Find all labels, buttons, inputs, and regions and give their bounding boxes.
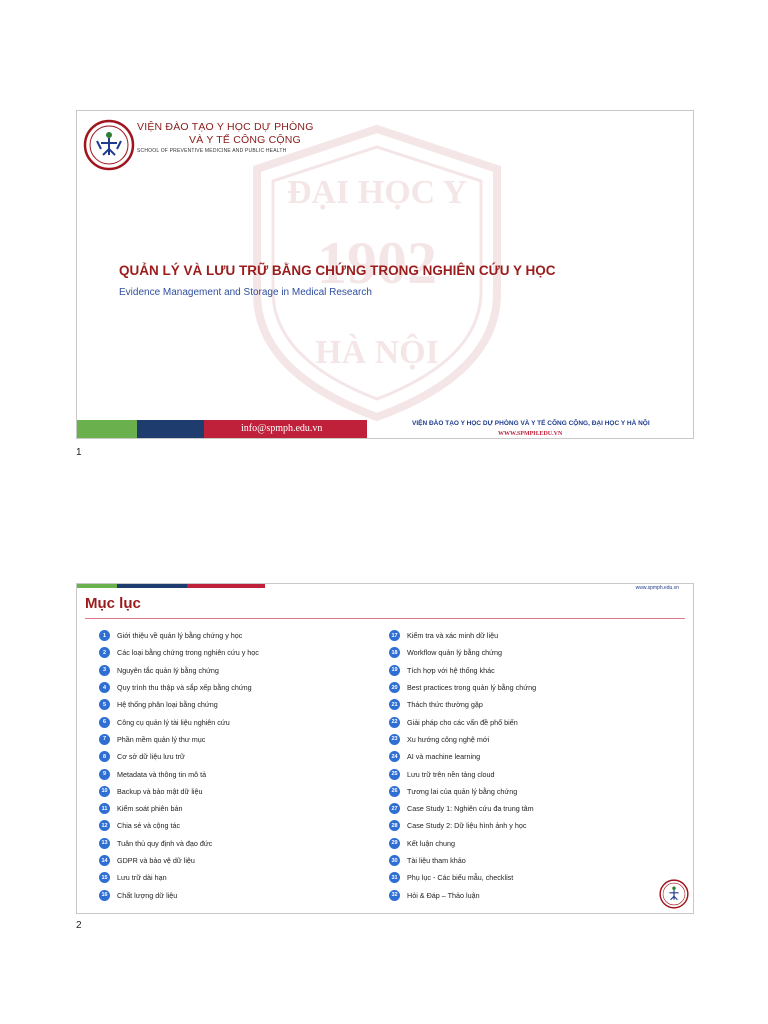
- toc-item-number: 14: [99, 855, 110, 866]
- toc-item-label: Tài liệu tham khảo: [407, 856, 466, 865]
- svg-text:1902: 1902: [317, 230, 437, 296]
- top-strip-red: [187, 584, 265, 588]
- toc-item-label: Tích hợp với hệ thống khác: [407, 665, 495, 675]
- toc-item[interactable]: [99, 662, 259, 679]
- table-of-contents-slide: [76, 583, 694, 914]
- toc-item[interactable]: [99, 644, 259, 661]
- toc-item-number: 19: [389, 665, 400, 676]
- toc-item-label: Tuân thủ quy định và đạo đức: [117, 838, 213, 848]
- toc-item-number: 26: [389, 786, 400, 797]
- toc-item-number: 17: [389, 630, 400, 641]
- title-slide: [76, 110, 694, 439]
- top-strip-green: [77, 584, 117, 588]
- toc-item-number: 8: [99, 751, 110, 762]
- toc-item-number: 7: [99, 734, 110, 745]
- toc-item[interactable]: [99, 679, 259, 696]
- institute-name-english: SCHOOL OF PREVENTIVE MEDICINE AND PUBLIC HEALTH: [137, 148, 287, 154]
- toc-title: Mục lục: [85, 595, 141, 612]
- toc-item[interactable]: [389, 869, 536, 886]
- toc-item-label: Kiểm soát phiên bản: [117, 804, 183, 814]
- toc-item-number: 22: [389, 717, 400, 728]
- page-number: 2: [76, 920, 82, 931]
- toc-item[interactable]: [99, 627, 259, 644]
- toc-item-number: 18: [389, 647, 400, 658]
- toc-item[interactable]: [99, 835, 259, 852]
- toc-item-number: 24: [389, 751, 400, 762]
- toc-item-number: 9: [99, 769, 110, 780]
- toc-item-number: 29: [389, 838, 400, 849]
- toc-item[interactable]: [389, 713, 536, 730]
- toc-item-number: 32: [389, 890, 400, 901]
- toc-item-label: Công cụ quản lý tài liệu nghiên cứu: [117, 717, 230, 727]
- toc-item[interactable]: [389, 800, 536, 817]
- footer-institute-name: VIỆN ĐÀO TẠO Y HỌC DỰ PHÒNG VÀ Y TẾ CÔNG CỘNG, ĐẠI HỌC Y HÀ NỘI: [412, 420, 650, 427]
- toc-item-number: 30: [389, 855, 400, 866]
- toc-item-label: Xu hướng công nghệ mới: [407, 734, 490, 744]
- institute-logo-icon: [83, 119, 135, 171]
- toc-item-number: 5: [99, 699, 110, 710]
- toc-item-label: Metadata và thông tin mô tả: [117, 769, 207, 779]
- toc-item-number: 11: [99, 803, 110, 814]
- toc-item-label: Lưu trữ dài hạn: [117, 873, 167, 883]
- toc-item-label: Best practices trong quản lý bằng chứng: [407, 683, 537, 693]
- toc-item-number: 1: [99, 630, 110, 641]
- toc-item[interactable]: [389, 748, 536, 765]
- toc-item-number: 27: [389, 803, 400, 814]
- toc-item-number: 13: [99, 838, 110, 849]
- toc-list-right: [389, 627, 536, 904]
- toc-item-label: Giới thiệu về quản lý bằng chứng y học: [117, 631, 243, 641]
- toc-item-number: 3: [99, 665, 110, 676]
- toc-item-number: 16: [99, 890, 110, 901]
- toc-item-number: 12: [99, 820, 110, 831]
- page-number: 1: [76, 447, 82, 458]
- toc-item-label: Kết luận chung: [407, 838, 455, 848]
- svg-text:ĐẠI HỌC Y: ĐẠI HỌC Y: [286, 174, 468, 211]
- toc-item[interactable]: [99, 817, 259, 834]
- toc-item[interactable]: [99, 886, 259, 903]
- institute-logo-small-icon: [659, 879, 689, 909]
- toc-item[interactable]: [99, 852, 259, 869]
- toc-item-number: 21: [389, 699, 400, 710]
- toc-item-label: Phần mềm quản lý thư mục: [117, 734, 206, 744]
- toc-item[interactable]: [99, 731, 259, 748]
- presentation-title: QUẢN LÝ VÀ LƯU TRỮ BẰNG CHỨNG TRONG NGHIÊN CỨU Y HỌC: [119, 263, 556, 278]
- toc-item[interactable]: [389, 662, 536, 679]
- toc-item[interactable]: [99, 869, 259, 886]
- toc-item-number: 28: [389, 820, 400, 831]
- toc-item[interactable]: [389, 817, 536, 834]
- toc-list-left: [99, 627, 259, 904]
- footer-website-link[interactable]: WWW.SPMPH.EDU.VN: [498, 431, 563, 437]
- toc-item[interactable]: [99, 783, 259, 800]
- toc-item-label: Phụ lục - Các biểu mẫu, checklist: [407, 873, 514, 883]
- svg-text:HÀ NỘI: HÀ NỘI: [315, 334, 439, 371]
- contact-email-link[interactable]: info@spmph.edu.vn: [241, 423, 323, 434]
- toc-item[interactable]: [99, 748, 259, 765]
- presentation-subtitle: Evidence Management and Storage in Medical Research: [119, 287, 372, 298]
- toc-item[interactable]: [99, 765, 259, 782]
- toc-item-label: Case Study 1: Nghiên cứu đa trung tâm: [407, 804, 534, 814]
- toc-item-label: Case Study 2: Dữ liệu hình ảnh y học: [407, 821, 527, 831]
- toc-item-label: Tương lai của quản lý bằng chứng: [407, 786, 518, 796]
- toc-item-label: Các loại bằng chứng trong nghiên cứu y học: [117, 648, 259, 658]
- website-link[interactable]: www.spmph.edu.vn: [635, 585, 679, 591]
- footer-bar-green: [77, 420, 137, 438]
- toc-item-number: 4: [99, 682, 110, 693]
- toc-item[interactable]: [99, 713, 259, 730]
- toc-item[interactable]: [389, 644, 536, 661]
- toc-item[interactable]: [389, 886, 536, 903]
- toc-item-number: 10: [99, 786, 110, 797]
- toc-item-number: 31: [389, 872, 400, 883]
- toc-item-label: Lưu trữ trên nền tảng cloud: [407, 769, 495, 779]
- toc-item-number: 2: [99, 647, 110, 658]
- toc-item-label: Backup và bảo mật dữ liệu: [117, 786, 203, 796]
- institute-name-line1: VIỆN ĐÀO TẠO Y HỌC DỰ PHÒNG: [137, 121, 314, 133]
- toc-item-label: Kiểm tra và xác minh dữ liệu: [407, 631, 499, 641]
- toc-item-label: Hệ thống phân loại bằng chứng: [117, 700, 218, 710]
- toc-item-number: 6: [99, 717, 110, 728]
- toc-item-label: Workflow quản lý bằng chứng: [407, 648, 502, 658]
- toc-item-label: GDPR và bảo vệ dữ liệu: [117, 856, 195, 865]
- toc-item-label: Cơ sở dữ liệu lưu trữ: [117, 752, 185, 762]
- toc-item-label: Nguyên tắc quản lý bằng chứng: [117, 665, 219, 675]
- title-divider: [85, 618, 685, 619]
- toc-item-number: 23: [389, 734, 400, 745]
- toc-item-number: 15: [99, 872, 110, 883]
- toc-item-number: 25: [389, 769, 400, 780]
- toc-item-number: 20: [389, 682, 400, 693]
- toc-item[interactable]: [389, 696, 536, 713]
- toc-item[interactable]: [389, 679, 536, 696]
- toc-item[interactable]: [99, 800, 259, 817]
- toc-item[interactable]: [389, 765, 536, 782]
- toc-item-label: Hỏi & Đáp – Thảo luận: [407, 890, 480, 900]
- toc-item[interactable]: [389, 627, 536, 644]
- institute-name-line2: VÀ Y TẾ CÔNG CỘNG: [189, 134, 301, 146]
- toc-item-label: Chia sẻ và cộng tác: [117, 821, 181, 831]
- toc-item-label: AI và machine learning: [407, 752, 481, 762]
- toc-item[interactable]: [389, 783, 536, 800]
- toc-item[interactable]: [389, 835, 536, 852]
- toc-item[interactable]: [99, 696, 259, 713]
- toc-item-label: Chất lượng dữ liệu: [117, 890, 178, 900]
- footer-bar-navy: [137, 420, 204, 438]
- toc-item-label: Quy trình thu thập và sắp xếp bằng chứng: [117, 683, 252, 693]
- toc-item[interactable]: [389, 852, 536, 869]
- toc-item-label: Thách thức thường gặp: [407, 700, 483, 710]
- top-strip-navy: [117, 584, 187, 588]
- toc-item-label: Giải pháp cho các vấn đề phổ biến: [407, 717, 518, 727]
- toc-item[interactable]: [389, 731, 536, 748]
